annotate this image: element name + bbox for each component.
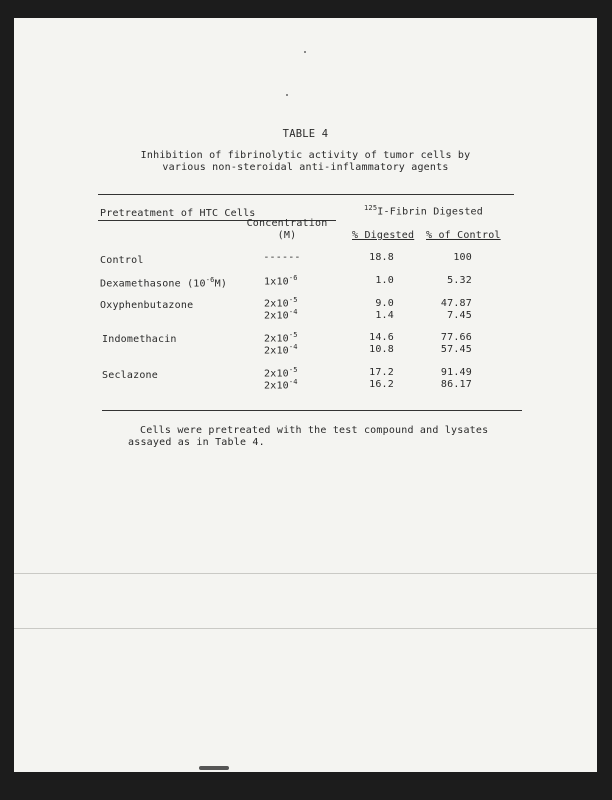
conc-base: 2x10 <box>264 310 289 322</box>
header-fibrin-text: I-Fibrin Digested <box>377 206 483 218</box>
row-pct-digested: 10.8 <box>369 344 394 355</box>
row-pct-control: 77.66 <box>440 332 472 343</box>
row-name-unit: M) <box>214 278 228 290</box>
row-pct-control: 5.32 <box>447 275 472 286</box>
conc-exponent: -4 <box>288 343 298 351</box>
table-title-line2: various non-steroidal anti-inflammatory agents <box>162 162 449 173</box>
row-concentration <box>264 274 298 287</box>
conc-base: 2x10 <box>264 345 289 357</box>
isotope-superscript: 125 <box>364 204 378 212</box>
row-name-superscript: -6 <box>205 276 215 284</box>
row-pct-digested: 1.4 <box>375 310 394 321</box>
scan-mark <box>199 766 229 770</box>
conc-exponent: -4 <box>288 308 298 316</box>
row-concentration <box>264 378 298 391</box>
row-pct-control: 91.49 <box>440 367 472 378</box>
table-label: TABLE 4 <box>282 128 329 140</box>
conc-base: 1x10 <box>264 276 289 288</box>
bottom-rule <box>102 410 522 411</box>
row-pct-digested: 1.0 <box>375 275 394 286</box>
row-pct-digested: 17.2 <box>369 367 394 378</box>
header-pct-control: % of Control <box>426 230 501 241</box>
conc-exponent: -5 <box>288 331 298 339</box>
header-concentration: Concentration <box>246 218 328 229</box>
row-pct-digested: 14.6 <box>369 332 394 343</box>
top-rule <box>98 194 514 195</box>
footnote-line1: Cells were pretreated with the test compound and lysates <box>140 425 489 436</box>
conc-base: 2x10 <box>264 298 289 310</box>
row-pct-control: 86.17 <box>440 379 472 390</box>
row-pct-control: 57.45 <box>440 344 472 355</box>
row-concentration <box>264 343 298 356</box>
row-concentration <box>264 308 298 321</box>
header-pct-digested: % Digested <box>352 230 415 241</box>
row-name: Oxyphenbutazone <box>100 300 194 311</box>
row-name: Control <box>100 255 144 266</box>
row-concentration: ------ <box>263 252 301 263</box>
row-name-text: Dexamethasone (10 <box>100 278 206 290</box>
table-title-line1: Inhibition of fibrinolytic activity of tumor cells by <box>140 150 471 161</box>
footnote-line2: assayed as in Table 4. <box>128 437 265 448</box>
row-name <box>100 276 227 289</box>
conc-base: 2x10 <box>264 380 289 392</box>
speck <box>304 51 306 53</box>
fold-line <box>14 628 597 629</box>
conc-base: 2x10 <box>264 368 289 380</box>
row-pct-control: 7.45 <box>447 310 472 321</box>
row-pct-digested: 9.0 <box>375 298 394 309</box>
conc-base: 2x10 <box>264 333 289 345</box>
row-pct-control: 100 <box>453 252 472 263</box>
speck <box>286 94 288 96</box>
conc-exponent: -4 <box>288 378 298 386</box>
document-page <box>14 18 597 772</box>
row-pct-control: 47.87 <box>440 298 472 309</box>
row-name: Indomethacin <box>102 334 177 345</box>
row-pct-digested: 18.8 <box>369 252 394 263</box>
conc-exponent: -5 <box>288 296 298 304</box>
conc-exponent: -6 <box>288 274 298 282</box>
header-treatment: Pretreatment of HTC Cells <box>100 208 256 219</box>
header-fibrin-digested <box>364 204 483 217</box>
conc-exponent: -5 <box>288 366 298 374</box>
fold-line <box>14 573 597 574</box>
row-name: Seclazone <box>102 370 158 381</box>
header-concentration-unit: (M) <box>277 230 297 241</box>
row-pct-digested: 16.2 <box>369 379 394 390</box>
